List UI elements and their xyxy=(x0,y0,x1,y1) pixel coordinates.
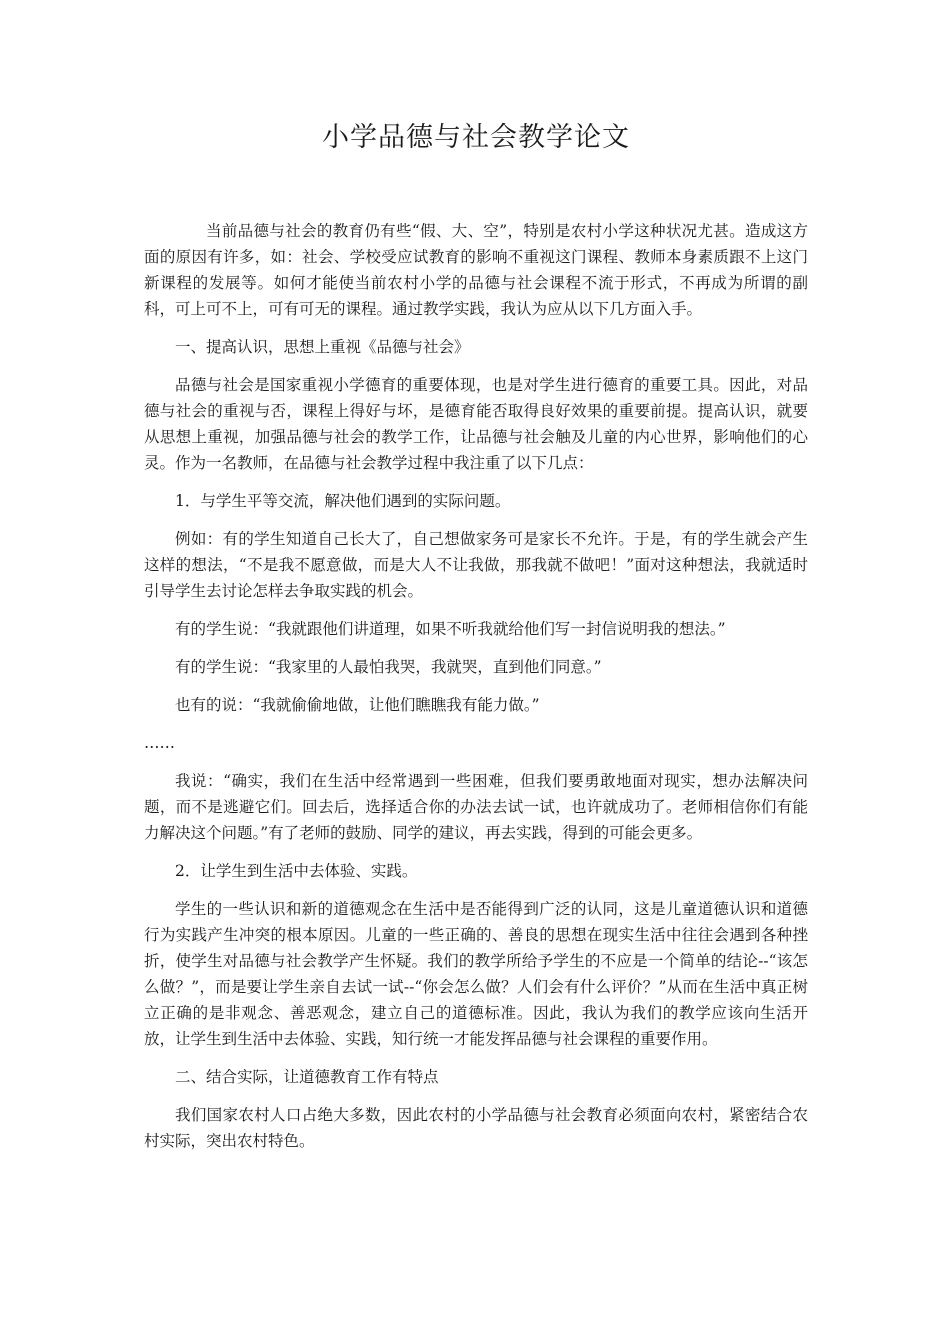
paragraph-intro: 当前品德与社会的教育仍有些“假、大、空”，特别是农村小学这种状况尤甚。造成这方面的原因有许多，如：社会、学校受应试教育的影响不重视这门课程、教师本身素质跟不上这门新课程的发展等。如何才能使当前农村小学的品德与社会课程不流于形式，不再成为所谓的副科，可上可不上，可有可无的课程。通过教学实践，我认为应从以下几方面入手。 xyxy=(144,222,808,318)
paragraph: 例如：有的学生知道自己长大了，自己想做家务可是家长不允许。于是，有的学生就会产生这样的想法，“不是我不愿意做，而是大人不让我做，那我就不做吧！”面对这种想法，我就适时引导学生去讨论怎样去争取实践的机会。 xyxy=(144,530,808,600)
document-body xyxy=(144,218,808,1166)
quote-paragraph: 有的学生说：“我家里的人最怕我哭，我就哭，直到他们同意。” xyxy=(175,658,602,676)
paragraph: 我说：“确实，我们在生活中经常遇到一些困难，但我们要勇敢地面对现实，想办法解决问题，而不是逃避它们。回去后，选择适合你的办法去试一试，也许就成功了。老师相信你们有能力解决这个问题。”有了老师的鼓励、同学的建议，再去实践，得到的可能会更多。 xyxy=(144,772,808,842)
quote-paragraph: 也有的说：“我就偷偷地做，让他们瞧瞧我有能力做。” xyxy=(175,696,540,714)
document-title: 小学品德与社会教学论文 xyxy=(322,122,630,153)
quote-paragraph: 有的学生说：“我就跟他们讲道理，如果不听我就给他们写一封信说明我的想法。” xyxy=(175,620,726,638)
paragraph: 学生的一些认识和新的道德观念在生活中是否能得到广泛的认同，这是儿童道德认识和道德行为实践产生冲突的根本原因。儿童的一些正确的、善良的思想在现实生活中往往会遇到各种挫折，使学生对品德与社会教学产生怀疑。我们的教学所给予学生的不应是一个简单的结论--“该怎么做？”，而是要让学生亲自去试一试--“你会怎么做？人们会有什么评价？”从而在生活中真正树立正确的是非观念、善恶观念，建立自己的道德标准。因此，我认为我们的教学应该向生活开放，让学生到生活中去体验、实践，知行统一才能发挥品德与社会课程的重要作用。 xyxy=(144,900,808,1048)
ellipsis-line: …… xyxy=(144,734,175,752)
section-heading-1: 一、提高认识，思想上重视《品德与社会》 xyxy=(175,338,470,356)
section-heading-2: 二、结合实际，让道德教育工作有特点 xyxy=(175,1068,439,1086)
paragraph: 品德与社会是国家重视小学德育的重要体现，也是对学生进行德育的重要工具。因此，对品德与社会的重视与否，课程上得好与坏，是德育能否取得良好效果的重要前提。提高认识，就要从思想上重视，加强品德与社会的教学工作，让品德与社会触及儿童的内心世界，影响他们的心灵。作为一名教师，在品德与社会教学过程中我注重了以下几点： xyxy=(144,376,808,472)
subheading-2: 2．让学生到生活中去体验、实践。 xyxy=(175,862,418,880)
paragraph: 我们国家农村人口占绝大多数，因此农村的小学品德与社会教育必须面向农村，紧密结合农村实际，突出农村特色。 xyxy=(144,1106,808,1150)
subheading-1: 1．与学生平等交流，解决他们遇到的实际问题。 xyxy=(175,492,511,510)
